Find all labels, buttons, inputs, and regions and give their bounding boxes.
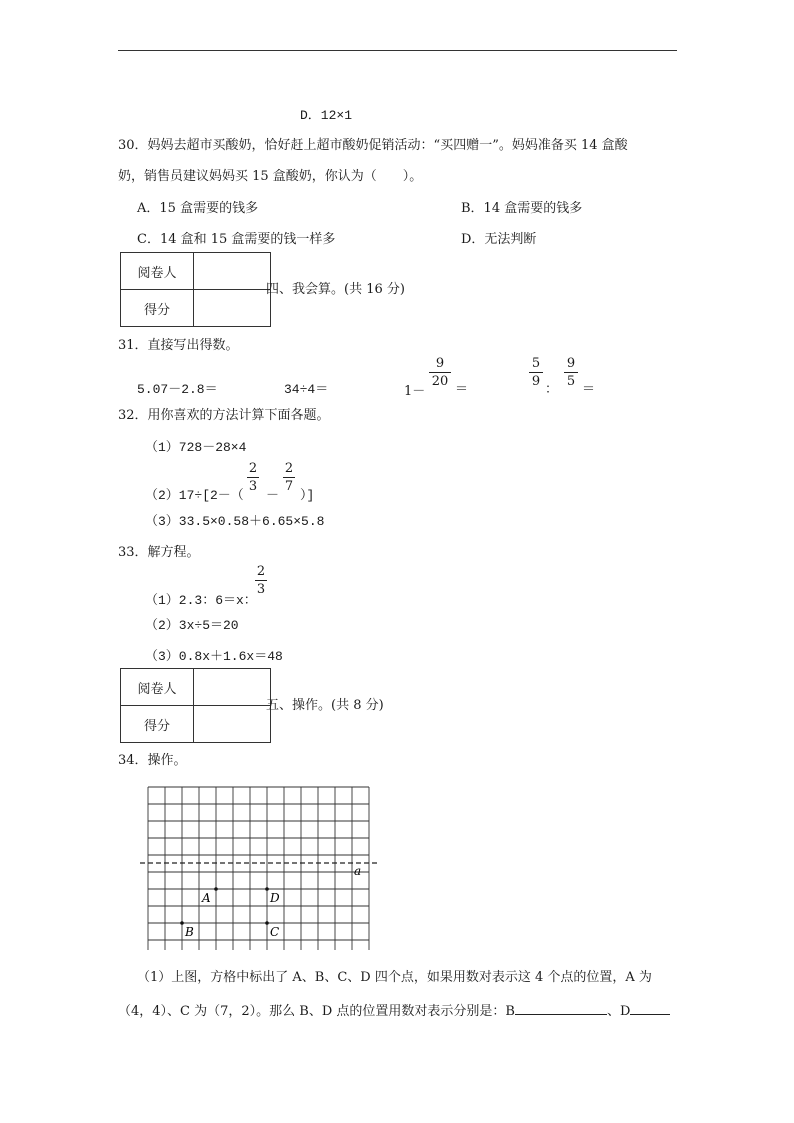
section4-title: 四、我会算。(共 16 分) [266,282,405,297]
q30-option-c[interactable]: C．14 盒和 15 盒需要的钱一样多 [137,232,336,247]
q32-item2-fraction1 [247,461,259,494]
point-b [180,921,184,925]
grid-lines [148,787,369,950]
reviewer-label: 阅卷人 [121,253,194,290]
q30-text-line1: 30．妈妈去超市买酸奶，恰好赶上超市酸奶促销活动：“买四赠一”。妈妈准备买 14 盒酸 [118,138,628,153]
fraction-denominator: 7 [284,479,294,494]
q34-title: 34．操作。 [118,753,187,768]
fraction-bar [564,372,578,373]
fraction-bar [429,372,451,373]
answer-blank-b[interactable] [515,1001,607,1015]
point-label-a: A [202,891,211,905]
reviewer-cell[interactable] [194,253,271,290]
score-table-section5 [120,668,271,743]
fraction-denominator: 5 [566,374,576,389]
q29-option-d: D．12×1 [300,108,353,123]
point-c [265,921,269,925]
point-d [265,887,269,891]
answer-blank-d[interactable] [630,1001,670,1015]
fraction-bar [255,580,267,581]
q30-option-a[interactable]: A．15 盒需要的钱多 [137,201,259,216]
fraction-bar [247,477,259,478]
q34-sub1-line2-text: （4，4）、C 为（7，2）。那么 B、D 点的位置用数对表示分别是：B [118,1004,515,1019]
line-a-label: a [354,864,362,878]
q33-item3: （3）0.8x＋1.6x＝48 [145,649,283,664]
q31-expr1: 5.07－2.8＝ [137,382,218,397]
q32-item2-suffix: ）] [300,488,315,503]
point-a [214,887,218,891]
q32-item1: （1）728－28×4 [145,440,247,455]
q33-item1-prefix: （1）2.3：6＝x： [145,593,257,608]
q31-expr3-fraction [429,356,451,389]
q31-expr4-ratio: ： [545,382,559,397]
q34-sub1-line2 [118,1000,670,1019]
point-label-b: B [185,925,194,939]
fraction-denominator: 9 [531,374,541,389]
q31-title: 31．直接写出得数。 [118,338,239,353]
q32-item2-prefix: （2）17÷[2－（ [145,488,244,503]
fraction-numerator: 2 [284,461,294,476]
q30-option-b[interactable]: B．14 盒需要的钱多 [461,201,583,216]
point-label-c: C [270,925,280,939]
q31-expr4-fraction-b [564,356,578,389]
q31-expr4-equals: ＝ [582,382,596,397]
q31-expr3-equals: ＝ [455,382,469,397]
fraction-bar [283,477,295,478]
score-cell[interactable] [194,706,271,743]
q32-item2-minus: － [266,488,280,503]
fraction-bar [529,372,543,373]
section5-title: 五、操作。(共 8 分) [266,698,384,713]
fraction-numerator: 5 [531,356,541,371]
q33-item1-fraction [255,564,267,597]
point-label-d: D [270,891,280,905]
q34-sub1-line1: （1）上图，方格中标出了 A、B、C、D 四个点，如果用数对表示这 4 个点的位置，A 为 [137,970,652,985]
q30-text-line2: 奶，销售员建议妈妈买 15 盒酸奶，你认为（ ）。 [118,169,423,184]
q31-expr4-fraction-a [529,356,543,389]
q32-title: 32．用你喜欢的方法计算下面各题。 [118,408,330,423]
q30-option-d[interactable]: D．无法判断 [461,232,537,247]
fraction-numerator: 2 [256,564,266,579]
q32-item3: （3）33.5×0.58＋6.65×5.8 [145,514,325,529]
score-cell[interactable] [194,290,271,327]
q32-item2-fraction2 [283,461,295,494]
reviewer-cell[interactable] [194,669,271,706]
grid-points [180,887,280,939]
score-table-section4 [120,252,271,327]
fraction-denominator: 20 [431,374,449,389]
fraction-numerator: 9 [435,356,445,371]
fraction-denominator: 3 [248,479,258,494]
fraction-numerator: 9 [566,356,576,371]
q33-item2: （2）3x÷5＝20 [145,618,239,633]
reviewer-label: 阅卷人 [121,669,194,706]
q31-expr3-prefix: 1－ [404,384,426,399]
coordinate-grid [140,780,385,950]
fraction-numerator: 2 [248,461,258,476]
q31-expr2: 34÷4＝ [284,382,329,397]
score-label: 得分 [121,290,194,327]
header-rule [118,50,677,51]
fraction-denominator: 3 [256,582,266,597]
q33-title: 33．解方程。 [118,545,200,560]
score-label: 得分 [121,706,194,743]
q34-sub1-separator: 、D [606,1004,631,1019]
